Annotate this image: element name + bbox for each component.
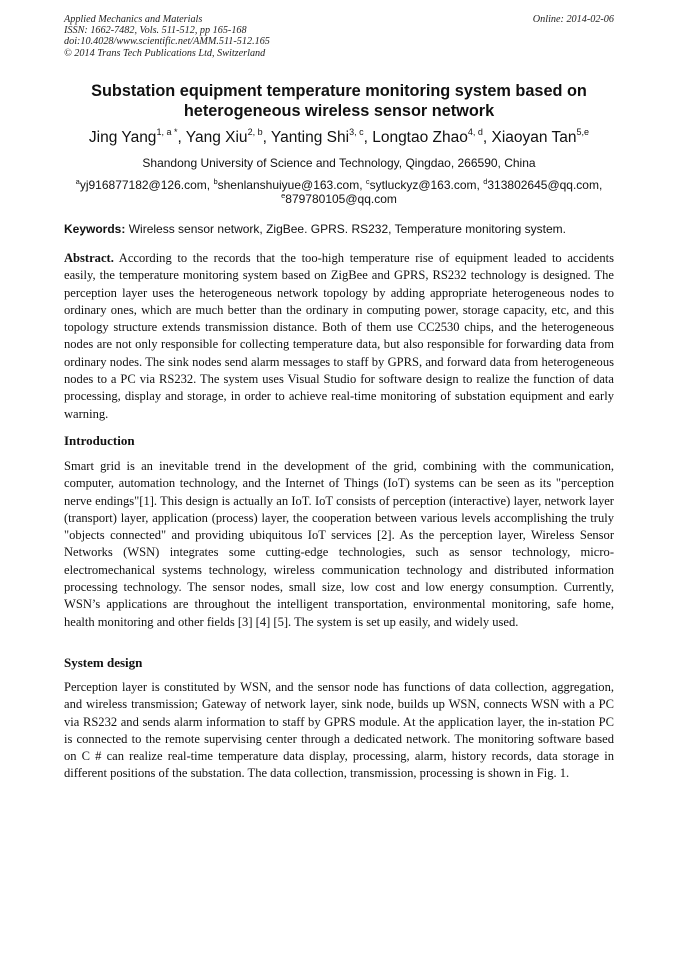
author-name: Jing Yang [88,129,157,146]
email-address: shenlanshuiyue@163.com [217,178,360,192]
email-mark: e [281,191,286,200]
author-affiliation-mark: 3, c [349,127,364,137]
email-address: 313802645@qq.com [487,178,599,192]
issn-line: ISSN: 1662-7482, Vols. 511-512, pp 165-168 [64,25,247,37]
keywords-text: Wireless sensor network, ZigBee. GPRS. RS232, Temperature monitoring system. [128,222,566,236]
author-affiliation-mark: 1, a * [156,127,178,137]
author-name: Yanting Shi [270,129,350,146]
online-date: Online: 2014-02-06 [532,14,614,25]
email-mark: c [365,177,370,186]
email-mark: a [75,177,80,186]
journal-name: Applied Mechanics and Materials [64,14,203,25]
author-name: Longtao Zhao [372,129,468,146]
email-mark: d [483,177,488,186]
system-design-paragraph: Perception layer is constituted by WSN, and the sensor node has functions of data collection, aggregation, and wireless transmission; Gateway of network layer, sink node, builds up WSN, connects WSN with a PC via RS232 and sends alarm information to staff by GPRS module. At the application layer, the in-station PC is connected to the remote supervising center through a dedicated network. The monitoring software based on C # can realize real-time temperature data display, processing, alarm, history records, data storage in different positions of the substation. The data collection, transmission, processing is shown in Fig. 1. [64,680,614,781]
author-name: Yang Xiu [185,129,248,146]
journal-header [64,14,270,59]
abstract-label: Abstract. [64,251,114,265]
section-heading-introduction: Introduction [64,433,135,448]
abstract-text: According to the records that the too-high temperature rise of equipment leaded to accidents easily, the temperature monitoring system based on ZigBee and GPRS, RS232 technology is designed. The perception layer uses the heterogeneous network topology by adding appropriate heterogeneous nodes to ordinary ones, which are much better than the ordinary in computing power, storage capacity, etc, and this topology structure extends transmission distance. Both of them use CC2530 chips, and the heterogeneous nodes are not only responsible for collecting temperature data, but also responsible for forwarding data from ordinary nodes. The sink nodes send alarm messages to staff by GPRS, and forward data from heterogeneous nodes to a PC via RS232. The system uses Visual Studio for software design to realize the function of data processing, display and storage, in order to achieve real-time monitoring of substation equipment and early warning. [64,251,614,421]
paper-title: Substation equipment temperature monitoring system based on heterogeneous wireless sensor network [91,82,587,120]
email-address: yj916877182@126.com [79,178,207,192]
copyright-line: © 2014 Trans Tech Publications Ltd, Switzerland [64,47,266,59]
section-heading-system-design: System design [64,655,143,670]
email-mark: b [213,177,218,186]
keywords-label: Keywords: [64,222,126,236]
author-list: Jing Yang$^{1, a *}$, Yang Xiu$^{2, b}$, Yanting Shi$^{3, c}$, Longtao Zhao$^{4, d}$, Xiaoyan Tan$^{5,e}$ [88,127,590,146]
doi-line: doi:10.4028/www.scientific.net/AMM.511-512.165 [64,36,270,48]
abstract [64,250,614,423]
introduction-paragraph: Smart grid is an inevitable trend in the development of the grid, combining with the communication, computer, automation technology, and the Internet of Things (IoT) systems can be seen as its "perception nerve endings"[1]. This design is actually an IoT. IoT consists of perception (interactive) layer, network layer (transport) layer, application (process) layer, the cooperation between various levels accomplishing the truly "objects connected" and providing ubiquitous IoT services [2]. As the perception layer, Wireless Sensor Networks (WSN) integrates some cutting-edge technologies, such as sensor technology, micro-electromechanical systems technology, wireless communication technology and distributed information processing technology. The sensor nodes, small size, low cost and low energy consumption. Currently, WSN’s applications are throughout the intelligent transportation, environmental monitoring, safe home, health monitoring and other fields [3] [4] [5]. The system is set up easily, and widely used. [64,459,614,629]
author-affiliation-mark: 4, d [467,127,483,137]
email-address: sytluckyz@163.com [369,178,477,192]
email-address: 879780105@qq.com [285,192,397,206]
affiliation: Shandong University of Science and Technology, Qingdao, 266590, China [142,156,536,170]
email-list: $^a$yj916877182@126.com, $^b$shenlanshuiyue@163.com, $^c$sytluckyz@163.com, $^d$313802645@qq.com, $^e$879780105@qq.com [75,177,603,206]
author-affiliation-mark: 2, b [247,127,263,137]
keywords [64,222,616,237]
author-name: Xiaoyan Tan [491,129,577,146]
author-affiliation-mark: 5,e [576,127,590,137]
